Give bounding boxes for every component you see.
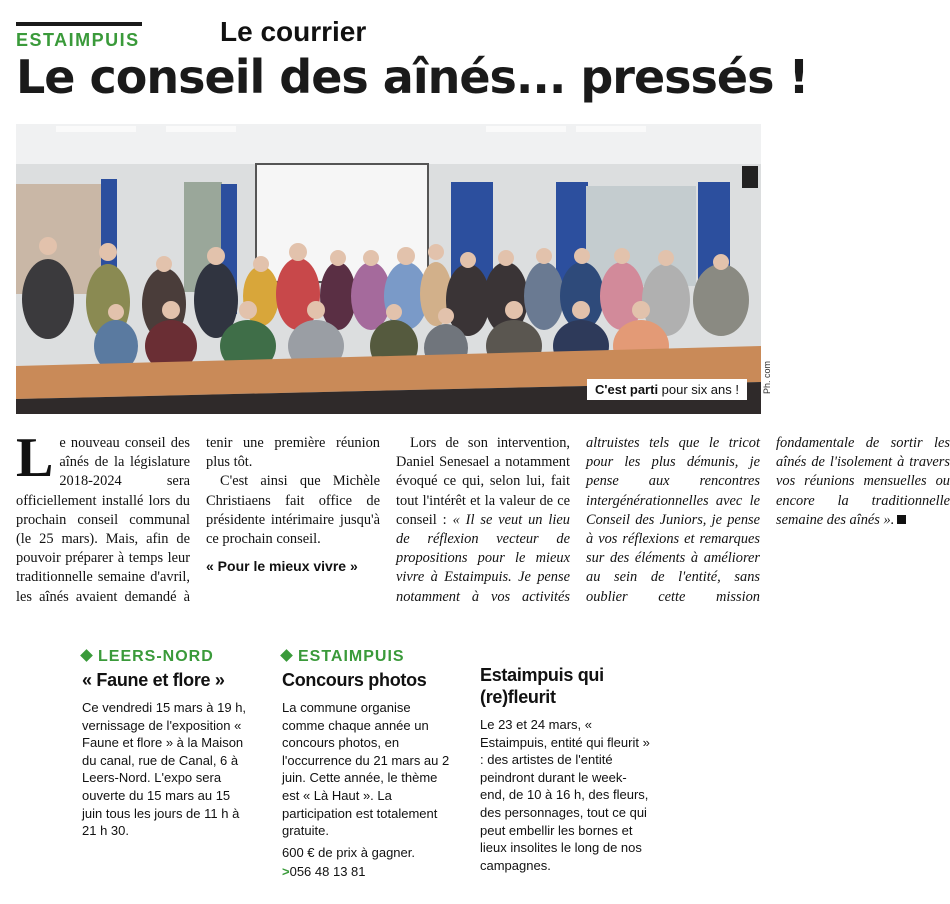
article-body — [16, 427, 950, 620]
meeting-room-photo — [16, 124, 761, 414]
drop-cap: L — [16, 427, 54, 489]
arrow-icon: > — [282, 864, 290, 880]
brief-kicker-text: ESTAIMPUIS — [298, 648, 405, 665]
brief-text: Le 23 et 24 mars, « Estaimpuis, entité qui fleurit » : des artistes de l'entité peindront durant le week-end, de 10 à 16 h, des fleurs, des personnages, tout ce qui peut embellir les bornes et lieux insolites le long de nos campagnes. — [480, 717, 650, 873]
brief-kicker-text: LEERS-NORD — [98, 648, 214, 665]
section-label: ESTAIMPUIS — [16, 30, 140, 50]
article-subhead: « Pour le mieux vivre » — [206, 558, 358, 575]
brief-prize: 600 € de prix à gagner. — [282, 844, 415, 860]
newspaper-name: Le courrier — [220, 16, 367, 47]
article-paragraph-2: C'est ainsi que Michèle Christiaens fait office de présidente intérimaire jusqu'à ce prochain conseil. — [206, 473, 380, 548]
group-photo — [16, 124, 761, 414]
brief-title: Estaimpuis qui (re)fleurit — [480, 665, 604, 707]
brief-text: Ce vendredi 15 mars à 19 h, vernissage de l'exposition « Faune et flore » à la Maison du canal, rue de Canal, 6 à Leers-Nord. L'expo sera ouverte du 15 mars au 15 juin tous les jours de 11 h à 21 h 30. — [82, 700, 247, 839]
end-mark — [897, 515, 906, 524]
photo-caption — [587, 379, 747, 400]
phone-number: 056 48 13 81 — [289, 864, 366, 880]
brief-refleurit — [480, 660, 650, 874]
diamond-icon — [80, 649, 93, 662]
header-rule — [16, 22, 142, 26]
diamond-icon — [280, 649, 293, 662]
brief-title: « Faune et flore » — [82, 670, 225, 690]
brief-phone — [282, 863, 452, 881]
article-paragraph-1: e nouveau conseil des aînés de la législature 2018-2024 sera officiellement installé lors du prochain conseil communal (le 25 mars). Mais, afin de pouvoir préparer à temps leur traditionnelle semaine d'avril, les aînés avaient demandé à tenir une première réunion plus tôt. — [16, 435, 380, 605]
article-headline: Le conseil des aînés... pressés ! — [16, 50, 809, 104]
brief-text: La commune organise comme chaque année un concours photos, en l'occurrence du 21 mars au 2 juin. Cette année, le thème est « Là Haut ». La participation est totalement gratuite. — [282, 700, 450, 839]
photo-credit: Ph. com — [762, 360, 772, 394]
brief-estaimpuis — [282, 648, 452, 881]
article-paragraph-3: Lors de son intervention, Daniel Senesael a notamment évoqué ce qui, selon lui, fait tout l'intérêt et la valeur de ce conseil : — [396, 435, 570, 528]
brief-kicker — [282, 648, 452, 666]
caption-rest: pour six ans ! — [658, 382, 739, 397]
brief-leers-nord — [82, 648, 252, 840]
caption-bold: C'est parti — [595, 382, 659, 397]
brief-title: Concours photos — [282, 670, 427, 690]
brief-kicker — [82, 648, 252, 666]
article-quote: « Il se veut un lieu de réflexion vecteur de propositions pour le mieux vivre à Estaimpuis. Je pense notamment à vos activités altruistes tels que le tricot pour les plus démunis, je pense aux rencontres intergénérationnelles avec le Conseil des Juniors, je pense à vos réflexions et remarques sur des éléments à améliorer au sein de l'entité, sans oublier cette mission fondamentale de sortir les aînés de l'isolement à travers vos réunions mensuelles ou encore la traditionnelle semaine des aînés ». — [396, 435, 950, 605]
